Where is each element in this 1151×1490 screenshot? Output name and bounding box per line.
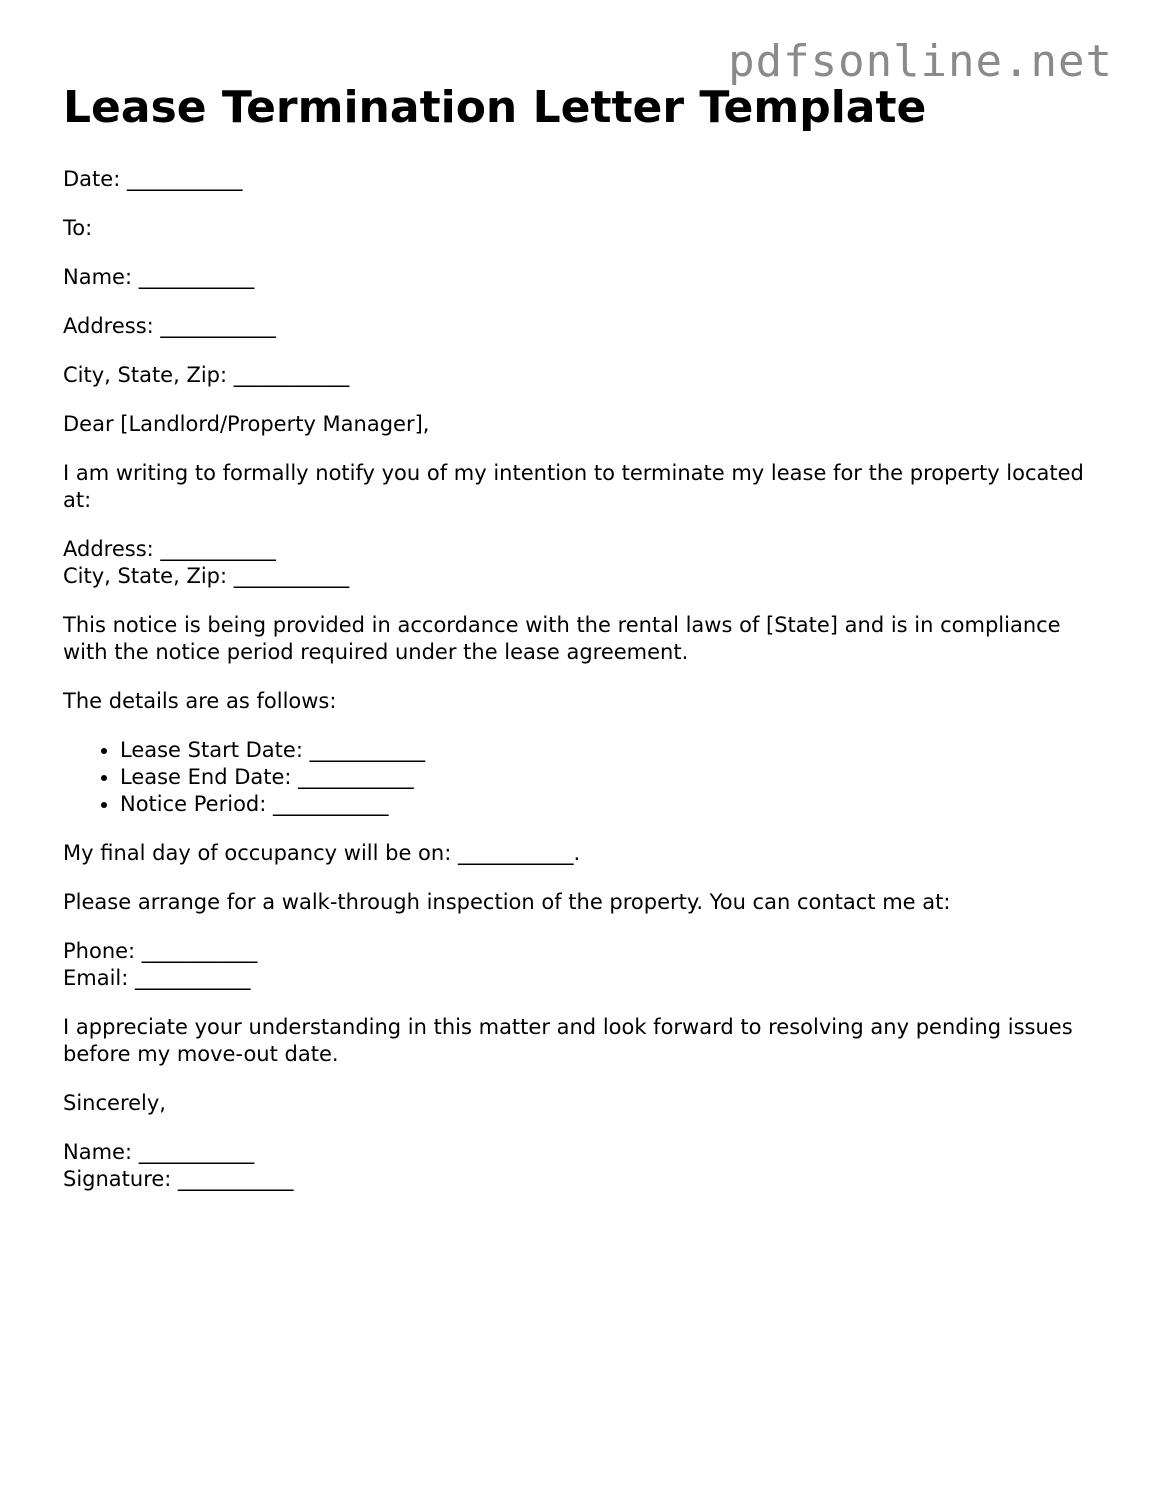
final-day-line: My final day of occupancy will be on: ___________. xyxy=(63,841,581,865)
recipient-name: Name: ___________ xyxy=(63,265,255,289)
property-block xyxy=(63,536,1093,590)
detail-lease-start: • Lease Start Date: ___________ xyxy=(120,737,1093,764)
page-title: Lease Termination Letter Template xyxy=(63,82,927,133)
inspection-paragraph: Please arrange for a walk-through inspection of the property. You can contact me at: xyxy=(63,890,951,914)
detail-notice-period: • Notice Period: ___________ xyxy=(120,791,1093,818)
property-city-state-zip: City, State, Zip: ___________ xyxy=(63,564,350,588)
contact-email: Email: ___________ xyxy=(63,966,251,990)
detail-lease-end: • Lease End Date: ___________ xyxy=(120,764,1093,791)
recipient-city-state-zip: City, State, Zip: ___________ xyxy=(63,363,350,387)
contact-phone: Phone: ___________ xyxy=(63,939,258,963)
property-address: Address: ___________ xyxy=(63,537,276,561)
to-line: To: xyxy=(63,216,93,240)
recipient-address: Address: ___________ xyxy=(63,314,276,338)
details-list xyxy=(63,737,1093,818)
salutation: Dear [Landlord/Property Manager], xyxy=(63,412,430,436)
intro-paragraph: I am writing to formally notify you of my intention to terminate my lease for the property located at: xyxy=(63,461,1084,512)
signer-block xyxy=(63,1139,1093,1193)
date-line: Date: ___________ xyxy=(63,167,243,191)
watermark: pdfsonline.net xyxy=(728,36,1113,87)
signer-name: Name: ___________ xyxy=(63,1140,255,1164)
letter-body xyxy=(63,166,1093,1215)
contact-block xyxy=(63,938,1093,992)
signer-signature: Signature: ___________ xyxy=(63,1167,294,1191)
details-intro: The details are as follows: xyxy=(63,689,337,713)
notice-paragraph: This notice is being provided in accordance with the rental laws of [State] and is in compliance with the notice period required under the lease agreement. xyxy=(63,613,1061,664)
closing-paragraph: I appreciate your understanding in this matter and look forward to resolving any pending issues before my move-out date. xyxy=(63,1015,1073,1066)
sign-off: Sincerely, xyxy=(63,1091,166,1115)
